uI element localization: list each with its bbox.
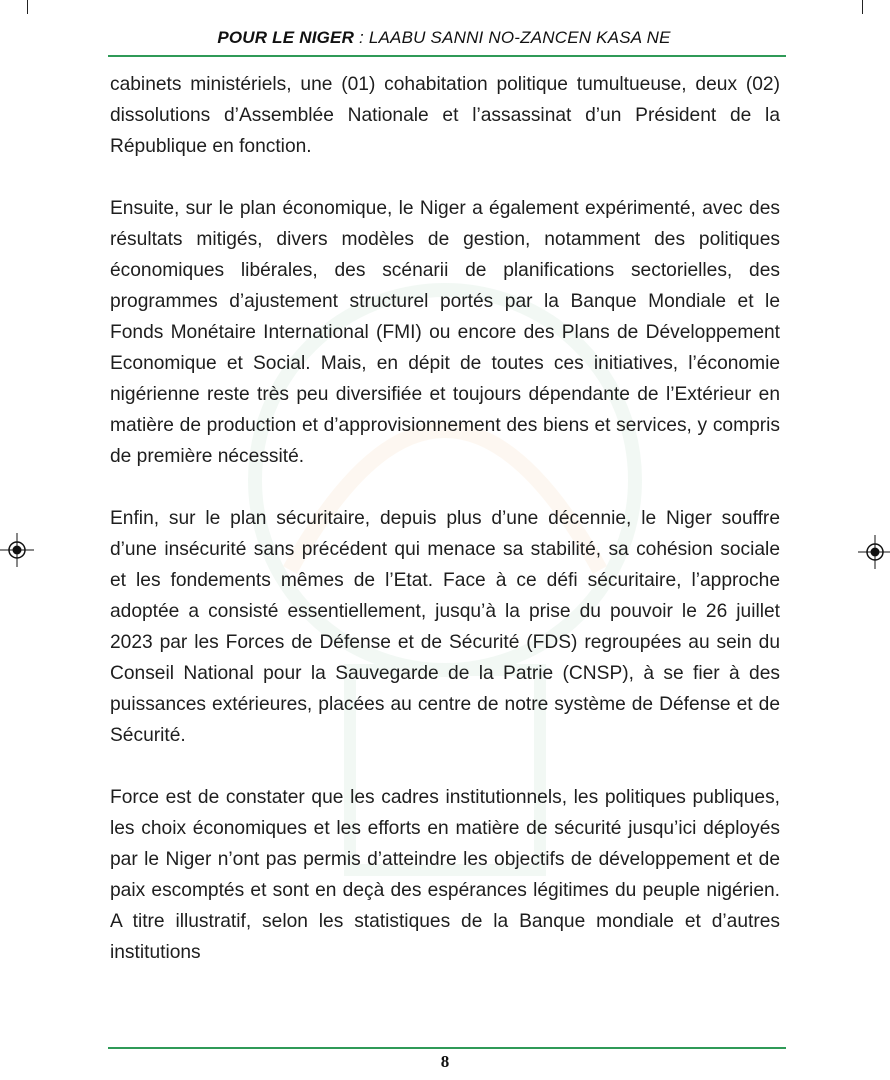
- paragraph-2: Ensuite, sur le plan économique, le Niger a également expérimenté, avec des résultats mitigés, divers modèles de gestion, notamment des politiques économiques libérales, des scénarii de planifications sectorielles, des programmes d’ajustement structurel portés par la Banque Mondiale et le Fonds Monétaire International (FMI) ou encore des Plans de Développement Economique et Social. Mais, en dépit de toutes ces initiatives, l’économie nigérienne reste très peu diversifiée et toujours dépendante de l’Extérieur en matière de production et d’approvisionnement des biens et services, y compris de première nécessité.: [110, 198, 780, 467]
- header-title: [108, 28, 780, 48]
- header-title-bold: POUR LE NIGER: [217, 28, 355, 47]
- header-divider: [108, 55, 786, 57]
- crop-mark-top-right: [862, 0, 863, 14]
- registration-target-right-icon: [858, 535, 890, 569]
- body-text: [110, 69, 780, 968]
- header-separator: :: [354, 28, 369, 47]
- crop-mark-top-left: [27, 0, 28, 14]
- registration-target-left-icon: [0, 533, 34, 567]
- paragraph-1: cabinets ministériels, une (01) cohabitation politique tumultueuse, deux (02) dissolutions d’Assemblée Nationale et l’assassinat d’un Président de la République en fonction.: [110, 74, 780, 157]
- page-number: 8: [440, 1052, 450, 1071]
- header-title-rest: LAABU SANNI NO-ZANCEN KASA NE: [368, 28, 671, 47]
- paragraph-3: Enfin, sur le plan sécuritaire, depuis plus d’une décennie, le Niger souffre d’une insécurité sans précédent qui menace sa stabilité, sa cohésion sociale et les fondements mêmes de l’Etat. Face à ce défi sécuritaire, l’approche adoptée a consisté essentiellement, jusqu’à la prise du pouvoir le 26 juillet 2023 par les Forces de Défense et de Sécurité (FDS) regroupées au sein du Conseil National pour la Sauvegarde de la Patrie (CNSP), à se fier à des puissances extérieures, placées au centre de notre système de Défense et de Sécurité.: [110, 508, 780, 746]
- footer-divider: [108, 1047, 786, 1049]
- paragraph-4: Force est de constater que les cadres institutionnels, les politiques publiques, les choix économiques et les efforts en matière de sécurité jusqu’ici déployés par le Niger n’ont pas permis d’atteindre les objectifs de développement et de paix escomptés et sont en deçà des espérances légitimes du peuple nigérien. A titre illustratif, selon les statistiques de la Banque mondiale et d’autres institutions: [110, 787, 780, 963]
